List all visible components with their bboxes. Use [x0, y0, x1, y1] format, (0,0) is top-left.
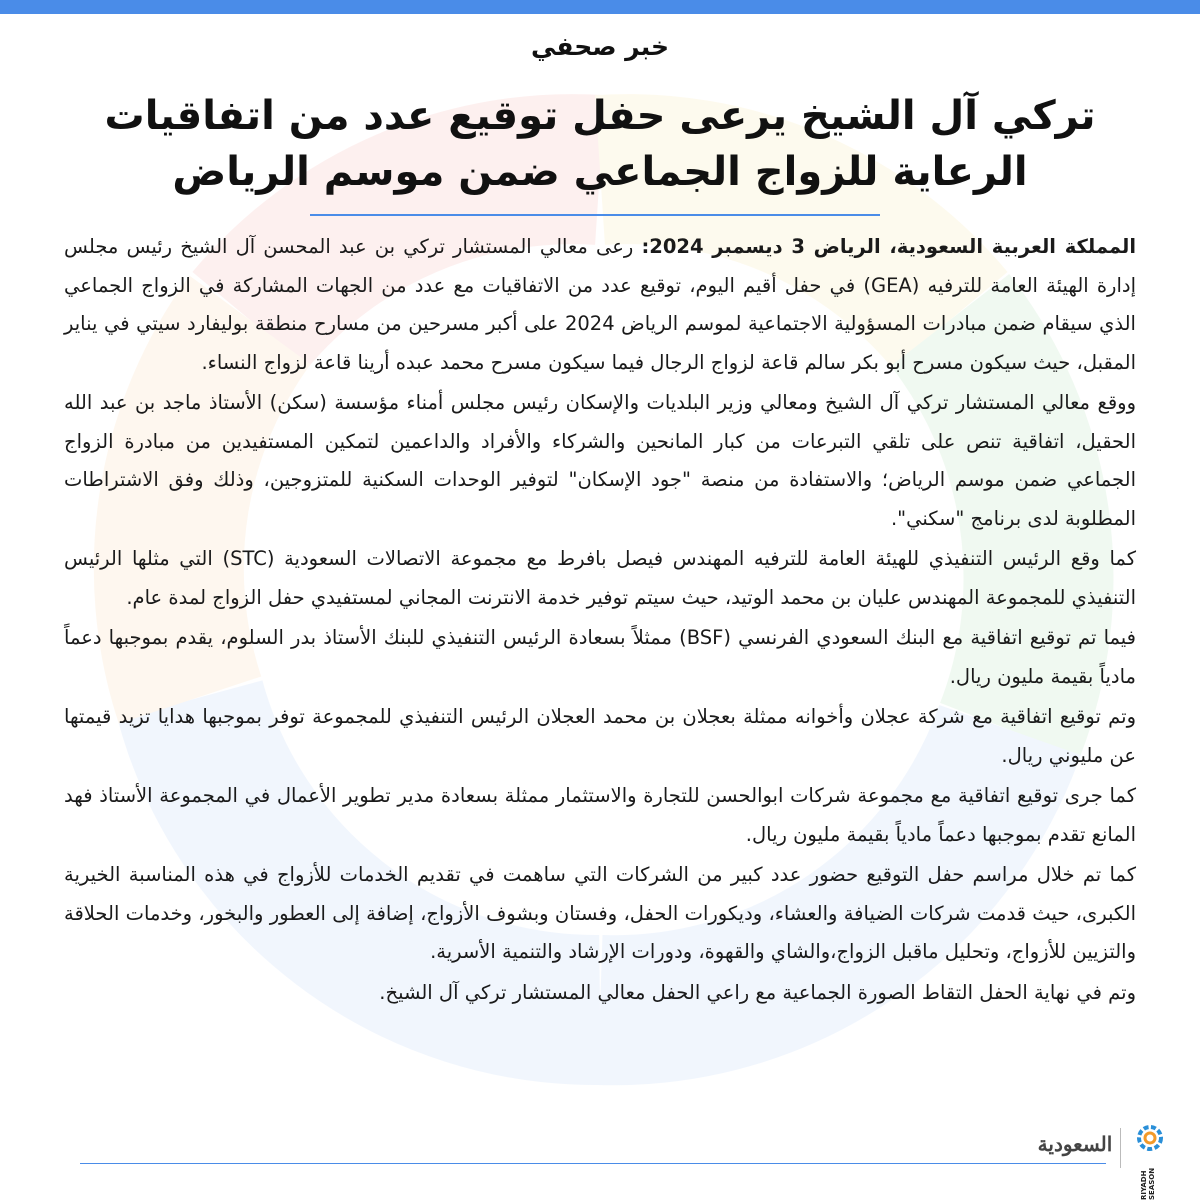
paragraph-1-text: رعى معالي المستشار تركي بن عبد المحسن آل الشيخ رئيس مجلس إدارة الهيئة العامة للترفيه (GEA) في حفل أقيم اليوم، توقيع عدد من الاتفاقيات مع عدد من الجهات المشاركة في الزواج الجماعي الذي سيقام ضمن مبادرات المسؤولية الاجتماعية لموسم الرياض 2024 على أكبر مسرحين من مسارح منطقة بوليفارد سيتي في يناير المقبل، حيث سيكون مسرح أبو بكر سالم قاعة لزواج الرجال فيما سيكون مسرح محمد عبده أرينا قاعة لزواج النساء.	[64, 235, 1136, 374]
riyadh-season-wordmark: RIYADH SEASON	[1140, 1167, 1156, 1200]
dateline: المملكة العربية السعودية، الرياض 3 ديسمبر 2024:	[641, 235, 1136, 258]
title-divider	[310, 214, 880, 216]
paragraph-6: كما جرى توقيع اتفاقية مع مجموعة شركات ابوالحسن للتجارة والاستثمار ممثلة بسعادة مدير تطوير الأعمال في المجموعة الأستاذ فهد المانع تقدم بموجبها دعماً مادياً بقيمة مليون ريال.	[64, 784, 1136, 846]
paragraph-1	[64, 228, 1136, 382]
paragraph-5: وتم توقيع اتفاقية مع شركة عجلان وأخوانه ممثلة بعجلان بن محمد العجلان الرئيس التنفيذي للمجموعة توفر بموجبها هدايا تزيد قيمتها عن مليوني ريال.	[64, 705, 1136, 767]
paragraph-7: كما تم خلال مراسم حفل التوقيع حضور عدد كبير من الشركات التي ساهمت في تقديم الخدمات للأزواج في هذه المناسبة الخيرية الكبرى، حيث قدمت شركات الضيافة والعشاء، وديكورات الحفل، وفستان وبشوف الأزواج، إضافة إلى العطور والبخور، وخدمات الحلاقة والتزيين للأزواج، وتحليل ماقبل الزواج،والشاي والقهوة، ودورات الإرشاد والتنمية الأسرية.	[64, 863, 1136, 963]
paragraph-3: كما وقع الرئيس التنفيذي للهيئة العامة للترفيه المهندس فيصل بافرط مع مجموعة الاتصالات السعودية (STC) التي مثلها الرئيس التنفيذي للمجموعة المهندس عليان بن محمد الوتيد، حيث سيتم توفير خدمة الانترنت المجاني لمستفيدي حفل الزواج لمدة عام.	[64, 547, 1136, 609]
saudi-logo: السعودية	[1037, 1132, 1113, 1156]
kicker-label: خبر صحفي	[531, 32, 669, 61]
paragraph-2: ووقع معالي المستشار تركي آل الشيخ ومعالي وزير البلديات والإسكان رئيس مجلس أمناء مؤسسة (سكن) الأستاذ ماجد بن عبد الله الحقيل، اتفاقية تنص على تلقي التبرعات من كبار المانحين والشركاء والأفراد والداعمين لتمكين المستفيدين من مبادرة الزواج الجماعي ضمن موسم الرياض؛ والاستفادة من منصة "جود الإسكان" لتوفير الوحدات السكنية للمتزوجين، وذلك وفق الاشتراطات المطلوبة لدى برنامج "سكني".	[64, 391, 1136, 530]
footer-divider	[80, 1163, 1106, 1164]
paragraph-4: فيما تم توقيع اتفاقية مع البنك السعودي الفرنسي (BSF) ممثلاً بسعادة الرئيس التنفيذي للبنك الأستاذ بدر السلوم، يقدم بموجبها دعماً مادياً بقيمة مليون ريال.	[64, 626, 1137, 688]
article-body	[64, 228, 1136, 1014]
paragraph-8: وتم في نهاية الحفل التقاط الصورة الجماعية مع راعي الحفل معالي المستشار تركي آل الشيخ.	[379, 980, 1136, 1004]
headline: تركي آل الشيخ يرعى حفل توقيع عدد من اتفاقيات الرعاية للزواج الجماعي ضمن موسم الرياض	[104, 93, 1096, 195]
